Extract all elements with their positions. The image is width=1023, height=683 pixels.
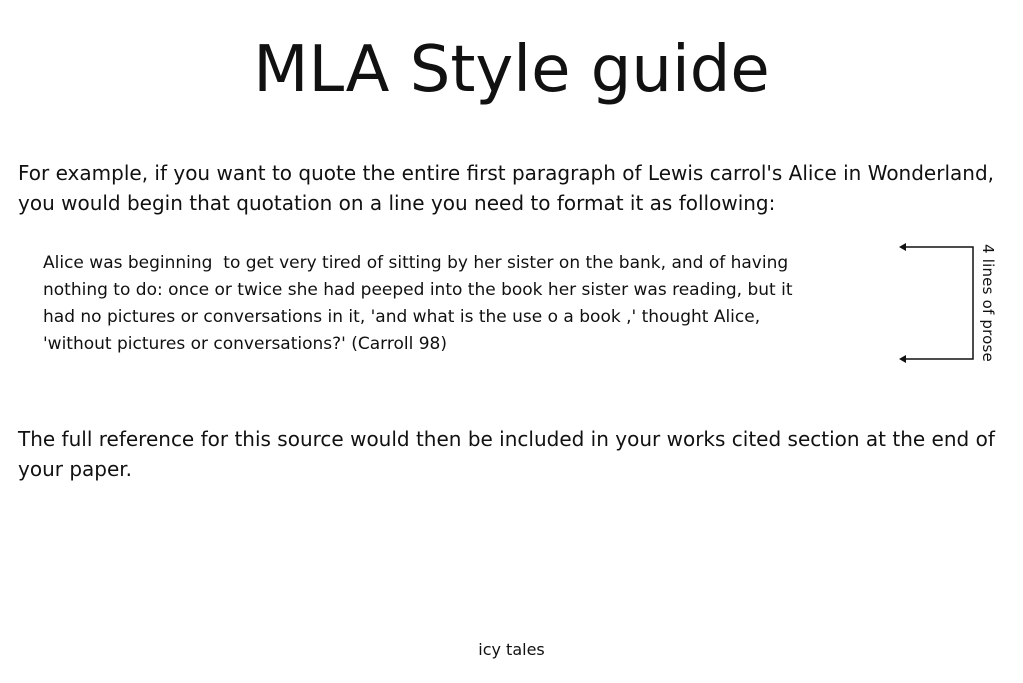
footer-credit: icy tales (478, 640, 545, 659)
quote-line: 'without pictures or conversations?' (Carroll 98) (43, 334, 447, 354)
intro-paragraph: For example, if you want to quote the entire first paragraph of Lewis carrol's Alice in Wonderland, you would begin that quotation on a line you need to format it as following: (18, 161, 994, 215)
page-title: MLA Style guide (253, 33, 770, 107)
outro-paragraph: The full reference for this source would then be included in your works cited section at the end of your paper. (18, 427, 995, 481)
bracket-line (904, 247, 973, 359)
quote-line: nothing to do: once or twice she had peeped into the book her sister was reading, but it (43, 280, 793, 300)
arrow-head-top (899, 243, 906, 251)
block-quote (43, 250, 893, 358)
quote-line: had no pictures or conversations in it, 'and what is the use o a book ,' thought Alice, (43, 307, 761, 327)
line-count-bracket (896, 238, 980, 368)
arrow-head-bottom (899, 355, 906, 363)
quote-line: Alice was beginning to get very tired of sitting by her sister on the bank, and of having (43, 253, 789, 273)
bracket-label: 4 lines of prose (979, 244, 997, 362)
